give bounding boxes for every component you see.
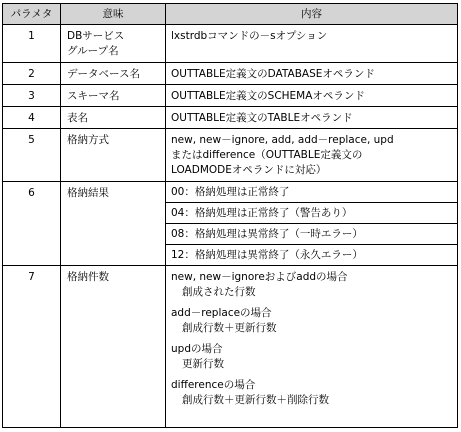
param-meaning: 格納件数 bbox=[61, 266, 166, 428]
param-number: 6 bbox=[3, 182, 61, 266]
param-content bbox=[166, 266, 458, 428]
result-code: 12：格納処理は異常終了（永久エラー） bbox=[166, 244, 457, 265]
param-number: 2 bbox=[3, 63, 61, 85]
count-case-label: add－replaceの場合 bbox=[171, 307, 272, 319]
count-case-label: differenceの場合 bbox=[171, 379, 256, 391]
param-meaning: 格納方式 bbox=[61, 129, 166, 182]
param-number: 1 bbox=[3, 25, 61, 63]
parameter-table bbox=[2, 3, 458, 428]
result-code: 04：格納処理は正常終了（警告あり） bbox=[166, 202, 457, 223]
param-meaning: 表名 bbox=[61, 107, 166, 129]
header-row bbox=[3, 4, 458, 25]
count-case-label: new, new－ignoreおよびaddの場合 bbox=[171, 271, 348, 283]
param-content: OUTTABLE定義文のDATABASEオペランド bbox=[166, 63, 458, 85]
header-content: 内容 bbox=[166, 4, 458, 25]
table-row bbox=[3, 129, 458, 182]
result-code: 08：格納処理は異常終了（一時エラー） bbox=[166, 223, 457, 244]
result-code: 00：格納処理は正常終了 bbox=[171, 186, 290, 198]
header-meaning: 意味 bbox=[61, 4, 166, 25]
table-row bbox=[3, 266, 458, 428]
count-case-detail: 創成された行数 bbox=[182, 286, 256, 298]
table-row bbox=[3, 107, 458, 129]
param-meaning: DBサービス グループ名 bbox=[61, 25, 166, 63]
param-number: 4 bbox=[3, 107, 61, 129]
header-param: パラメタ bbox=[3, 4, 61, 25]
param-content: new, new－ignore, add, add－replace, upd またはdifference（OUTTABLE定義文の LOADMODEオペランドに対応） bbox=[166, 129, 458, 182]
table-row bbox=[3, 63, 458, 85]
count-case-detail: 創成行数＋更新行数＋削除行数 bbox=[182, 394, 329, 406]
table-row bbox=[3, 25, 458, 63]
table-row bbox=[3, 182, 458, 266]
param-content bbox=[166, 182, 458, 266]
count-case-detail: 創成行数＋更新行数 bbox=[182, 322, 277, 334]
param-meaning: データベース名 bbox=[61, 63, 166, 85]
param-number: 3 bbox=[3, 85, 61, 107]
param-content: lxstrdbコマンドの－sオプション bbox=[166, 25, 458, 63]
param-content: OUTTABLE定義文のTABLEオペランド bbox=[166, 107, 458, 129]
table-row bbox=[3, 85, 458, 107]
param-number: 7 bbox=[3, 266, 61, 428]
param-meaning: スキーマ名 bbox=[61, 85, 166, 107]
count-case-label: updの場合 bbox=[171, 343, 223, 355]
param-content: OUTTABLE定義文のSCHEMAオペランド bbox=[166, 85, 458, 107]
count-case-detail: 更新行数 bbox=[182, 358, 224, 370]
param-meaning: 格納結果 bbox=[61, 182, 166, 266]
param-number: 5 bbox=[3, 129, 61, 182]
